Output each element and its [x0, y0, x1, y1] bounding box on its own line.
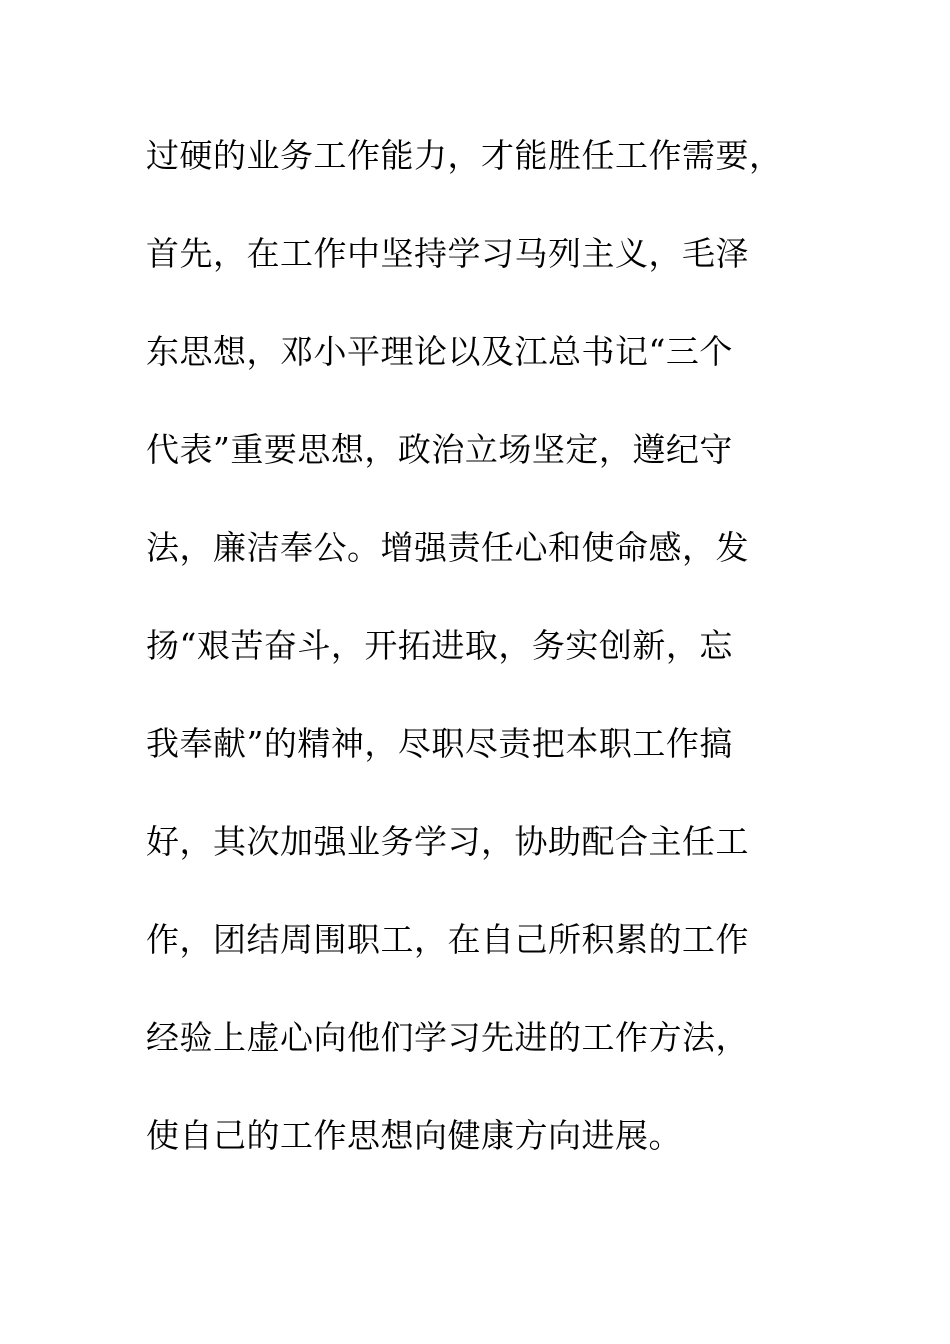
text-line: 作，团结周围职工，在自己所积累的工作	[146, 920, 749, 959]
text-line: 我奉献”的精神，尽职尽责把本职工作搞	[146, 724, 733, 763]
text-line: 法，廉洁奉公。增强责任心和使命感，发	[146, 528, 749, 567]
text-line: 好，其次加强业务学习，协助配合主任工	[146, 822, 749, 861]
body-text	[146, 126, 826, 1204]
text-line: 首先，在工作中坚持学习马列主义，毛泽	[146, 234, 749, 273]
text-line: 代表”重要思想，政治立场坚定，遵纪守	[146, 430, 733, 469]
text-line: 过硬的业务工作能力，才能胜任工作需要，	[146, 136, 783, 175]
text-line: 经验上虚心向他们学习先进的工作方法，	[146, 1018, 749, 1057]
text-line: 扬“艰苦奋斗，开拓进取，务实创新，忘	[146, 626, 733, 665]
text-line: 使自己的工作思想向健康方向进展。	[146, 1116, 682, 1155]
text-line: 东思想，邓小平理论以及江总书记“三个	[146, 332, 733, 371]
